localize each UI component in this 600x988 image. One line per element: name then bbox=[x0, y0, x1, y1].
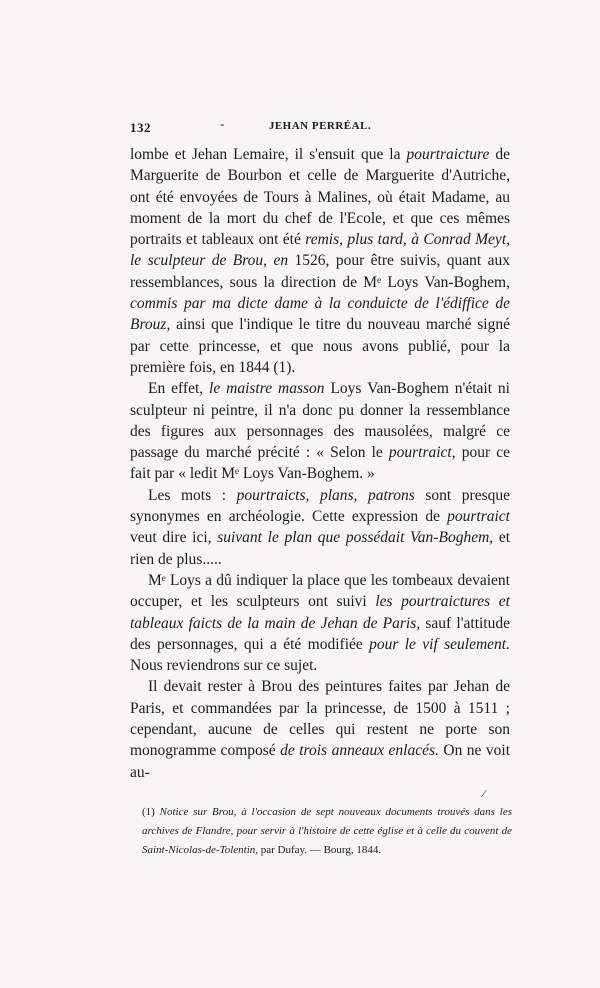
page-header bbox=[130, 116, 510, 140]
body-text bbox=[130, 144, 510, 783]
text-run-italic: les pourtraictures et tableaux faicts de la main de Jehan de Paris, bbox=[130, 593, 510, 632]
text-run: sauf l'attitude des personnages, qui a été modifiée bbox=[130, 614, 510, 653]
paragraph-4 bbox=[130, 570, 510, 676]
page-number: 132 bbox=[130, 120, 151, 135]
text-run: Loys Van-Boghem n'était ni sculpteur ni peintre, il n'a donc pu donner la ressemblance des figures aux personnages des mausolées, malgré ce passage du marché précité : « Selon le bbox=[130, 380, 510, 462]
text-run-italic: pourtraicts, plans, patrons bbox=[236, 486, 415, 504]
text-run: veut dire ici, bbox=[130, 529, 218, 547]
text-run: ainsi que l'indique le titre du nouveau marché signé par cette princesse, et que nous avons publié, pour la première fois, en 1844 (1). bbox=[130, 316, 510, 376]
footnote-mark: ⁄ bbox=[483, 788, 485, 800]
text-run-italic: commis par ma dicte dame à la conduicte de l'édiffice de Brouz, bbox=[130, 295, 510, 334]
text-run: En effet, bbox=[148, 380, 210, 398]
text-run-italic: pourtraict, bbox=[388, 444, 456, 462]
footnote-ref: (1) bbox=[142, 806, 155, 818]
text-run: On ne voit au- bbox=[130, 742, 511, 781]
paragraph-2 bbox=[130, 378, 510, 484]
header-mark: - bbox=[220, 116, 225, 131]
text-run: Mᵉ Loys a dû indiquer la place que les tombeaux devaient occuper, et les sculpteurs ont suivi bbox=[130, 571, 510, 611]
text-run-italic: pourtraict bbox=[447, 508, 510, 526]
footnote bbox=[142, 803, 512, 860]
footnote-text: Notice sur Brou, à l'occasion de sept nouveaux documents trouvés dans les archives de Flandre, pour servir à l'histoire de cette église et à celle du couvent de Saint-Nicolas-de-Tolentin, bbox=[142, 806, 512, 856]
footnote-source: par Dufay. — Bourg, 1844. bbox=[258, 844, 382, 856]
text-run-italic: de trois anneaux enlacés. bbox=[280, 742, 439, 760]
text-run: Nous reviendrons sur ce sujet. bbox=[130, 657, 318, 675]
text-run: Les mots : bbox=[148, 486, 237, 504]
text-run: lombe et Jehan Lemaire, il s'ensuit que la bbox=[130, 146, 407, 163]
text-run-italic: suivant le plan que possédait Van-Boghem, bbox=[217, 529, 494, 547]
text-run-italic: remis, plus tard, à Conrad Meyt, le sculpteur de Brou, en bbox=[130, 231, 510, 270]
paragraph-3 bbox=[130, 485, 510, 570]
text-run: 1526, pour être suivis, quant aux ressemblances, sous la direction de Mᵉ Loys Van-Boghem, bbox=[130, 252, 510, 291]
text-run: de Marguerite de Bourbon et celle de Marguerite d'Autriche, ont été envoyées de Tours à Malines, où était Madame, au moment de la mort du chef de l'Ecole, et que ces mêmes portraits et tableaux ont été bbox=[130, 146, 510, 249]
paragraph-1 bbox=[130, 144, 510, 378]
text-run-italic: pour le vif seulement. bbox=[369, 635, 510, 653]
text-run: pour ce fait par « ledit Mᵉ Loys Van-Boghem. » bbox=[130, 444, 510, 483]
text-run: et rien de plus..... bbox=[130, 529, 511, 568]
running-title: JEHAN PERRÉAL. bbox=[268, 120, 372, 132]
text-run: Il devait rester à Brou des peintures faites par Jehan de Paris, et commandées par la princesse, de 1500 à 1511 ; cependant, aucune de celles qui restent ne porte son monogramme composé bbox=[130, 678, 510, 760]
paragraph-5 bbox=[130, 676, 510, 782]
text-run-italic: pourtraicture bbox=[406, 146, 490, 163]
text-run: sont presque synonymes en archéologie. Cette expression de bbox=[130, 486, 511, 526]
text-run-italic: le maistre masson bbox=[209, 380, 325, 398]
